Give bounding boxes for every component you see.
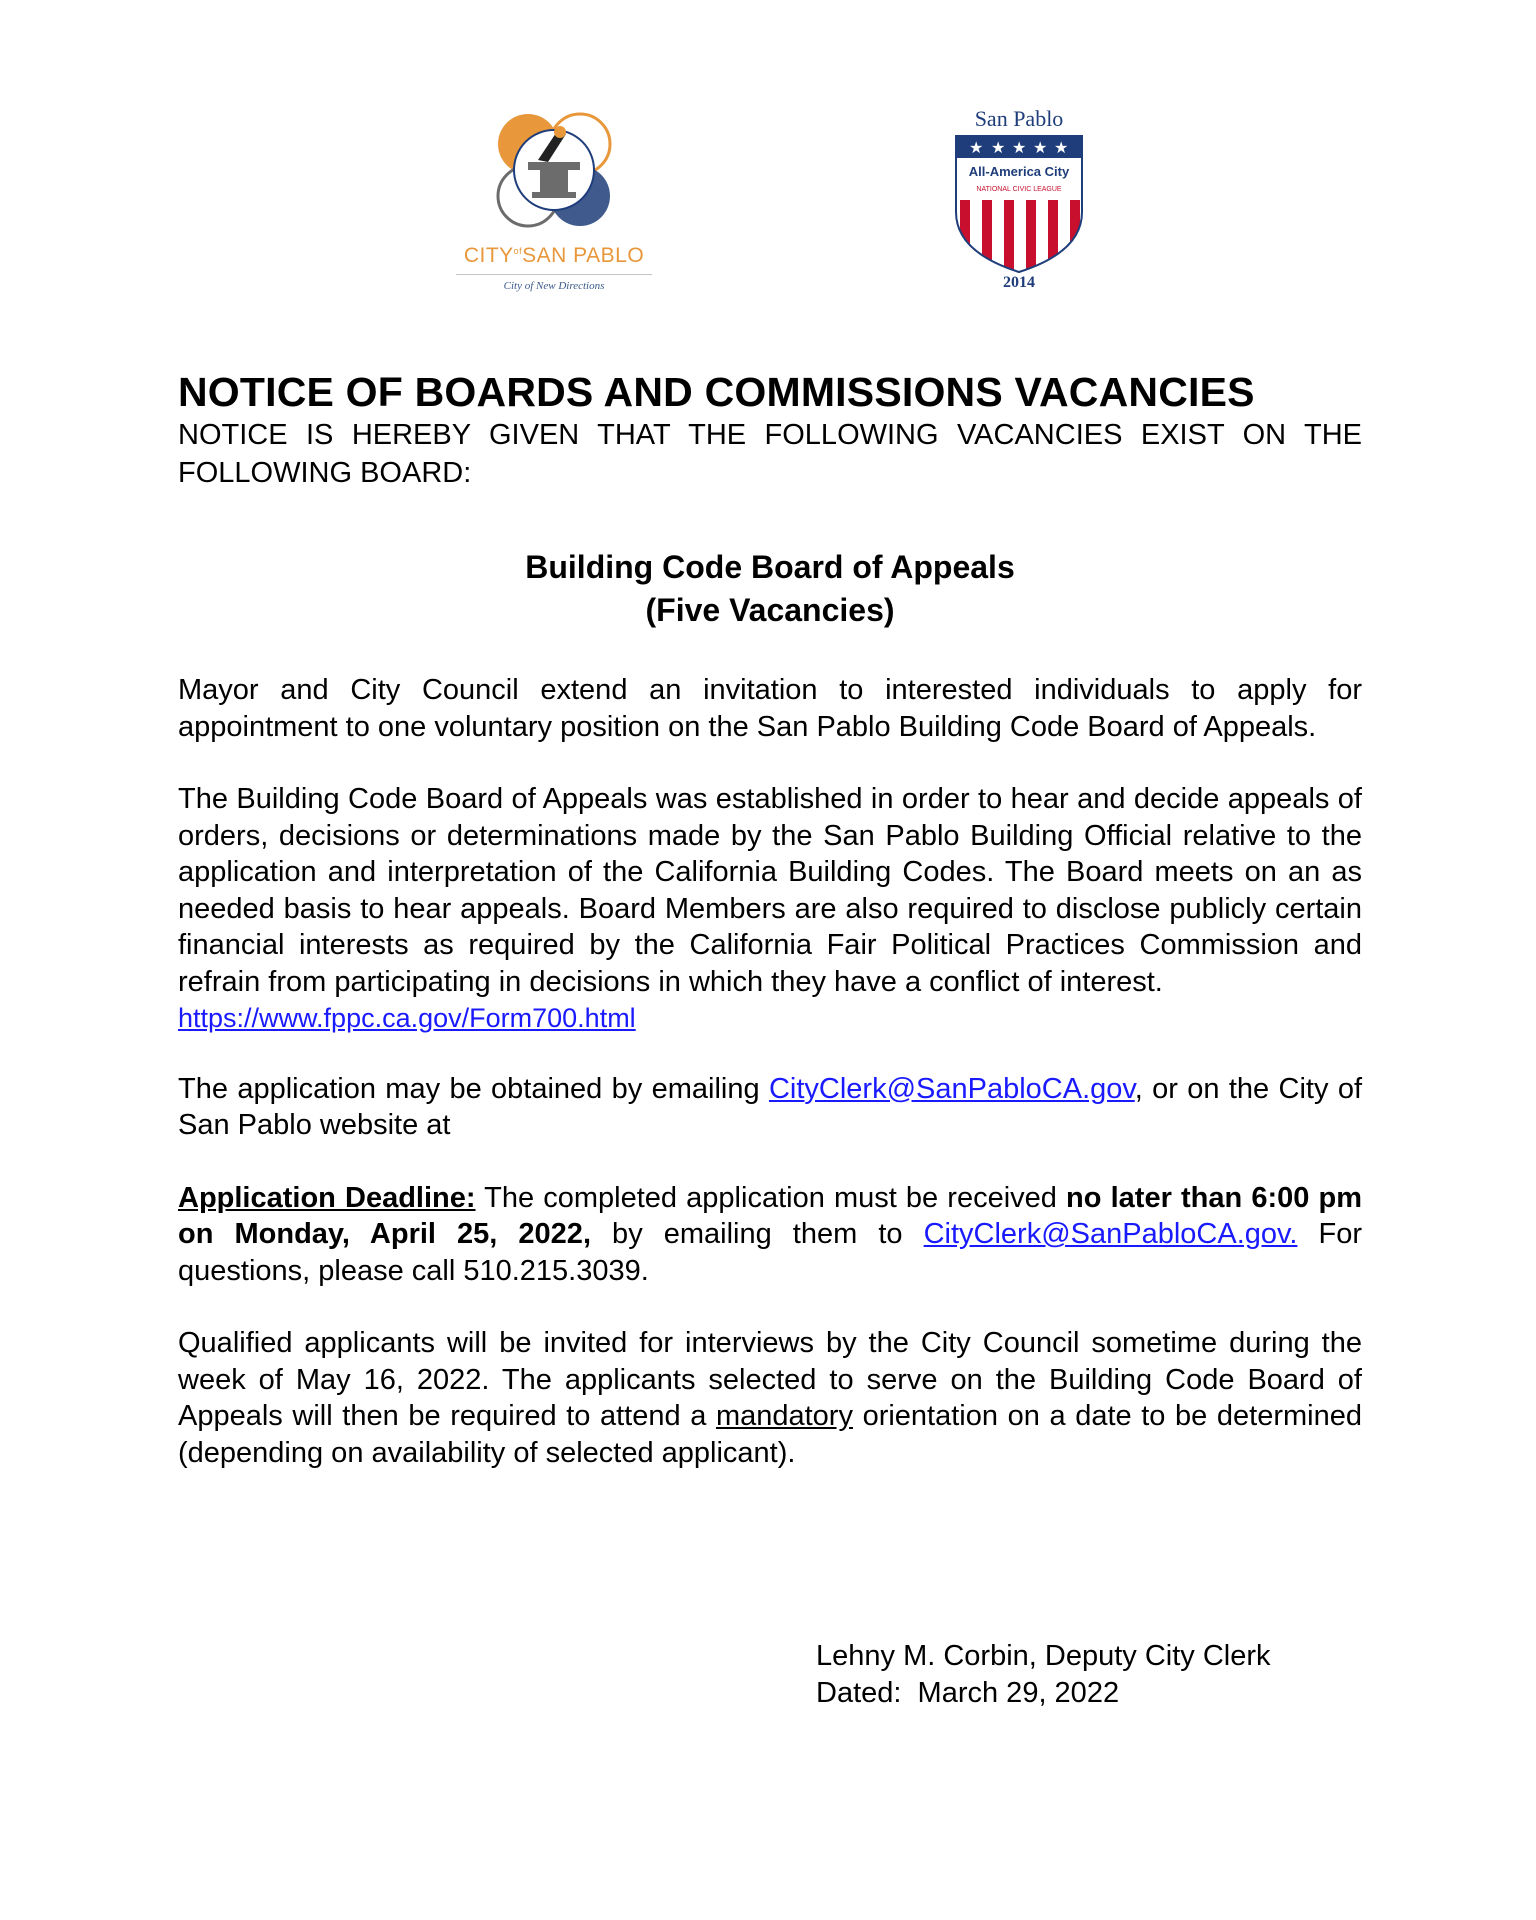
award-text: All-America City: [968, 164, 1070, 179]
star-icon: ★: [1054, 138, 1069, 157]
star-icon: ★: [991, 138, 1006, 157]
interviews-text-before: Qualified applicants will be invited for interviews by the City Council sometime during the week of May 16, 2022. The applicants selected to serve on the Building Code Board of Appeals will then be required to attend a: [178, 1327, 1362, 1432]
board-description-paragraph: [178, 781, 1362, 1037]
deadline-text: The completed application must be received: [475, 1181, 1067, 1214]
deadline-email-link[interactable]: CityClerk@SanPabloCA.gov.: [923, 1218, 1298, 1250]
divider: [456, 274, 652, 275]
award-subtext: NATIONAL CIVIC LEAGUE: [976, 186, 1062, 193]
award-top-text: San Pablo: [974, 106, 1064, 131]
board-name: Building Code Board of Appeals: [525, 549, 1015, 585]
interviews-paragraph: [178, 1325, 1362, 1471]
fppc-form700-link[interactable]: https://www.fppc.ca.gov/Form700.html: [178, 1003, 636, 1033]
city-seal-emblem-icon: [488, 104, 620, 236]
deadline-date: no later than 6:00 pm on Monday, April 25, 2022,: [178, 1181, 1362, 1250]
signature-block: [816, 1638, 1271, 1712]
board-heading: [178, 546, 1362, 632]
application-text-before: The application may be obtained by emailing: [178, 1072, 769, 1105]
star-icon: ★: [969, 138, 984, 157]
city-name: [448, 244, 660, 268]
questions-text: For questions, please call 510.215.3039.: [178, 1218, 1362, 1287]
city-clerk-email-link[interactable]: CityClerk@SanPabloCA.gov: [768, 1072, 1135, 1105]
city-tagline: City of New Directions: [503, 280, 605, 292]
deadline-paragraph: [178, 1180, 1362, 1290]
city-name-part1: CITY: [463, 244, 514, 267]
notice-title: NOTICE OF BOARDS AND COMMISSIONS VACANCIES: [178, 369, 1255, 415]
board-description-text: The Building Code Board of Appeals was established in order to hear and decide appeals of orders, decisions or determinations made by the San Pablo Building Official relative to the application and interpretation of the California Building Codes. The Board meets on an as needed basis to hear appeals. Board Members are also required to disclose publicly certain financial interests as required by the California Fair Political Practices Commission and refrain from participating in decisions in which they have a conflict of interest.: [178, 783, 1362, 998]
vacancies-count: (Five Vacancies): [645, 592, 895, 628]
application-paragraph: [178, 1071, 1362, 1144]
mandatory-word: mandatory: [715, 1400, 853, 1432]
notice-body: [178, 370, 1362, 1471]
city-of-san-pablo-logo: [448, 104, 660, 304]
star-icon: ★: [1033, 138, 1048, 157]
signature-date: Dated: March 29, 2022: [816, 1677, 1120, 1709]
application-text-after: , or on the City of San Pablo website at: [178, 1072, 1363, 1141]
deadline-text-after: by emailing them to: [591, 1218, 924, 1250]
interviews-text-after: orientation on a date to be determined (depending on availability of selected applicant).: [178, 1400, 1362, 1469]
city-name-of: of: [513, 246, 523, 256]
all-america-city-logo: [944, 106, 1094, 306]
signatory-name: Lehny M. Corbin, Deputy City Clerk: [816, 1640, 1271, 1672]
shield-icon: [954, 134, 1084, 274]
notice-intro: NOTICE IS HEREBY GIVEN THAT THE FOLLOWING VACANCIES EXIST ON THE FOLLOWING BOARD:: [178, 419, 1362, 489]
deadline-label: Application Deadline:: [178, 1181, 476, 1214]
star-icon: ★: [1012, 138, 1027, 157]
invitation-paragraph: Mayor and City Council extend an invitation to interested individuals to apply for appointment to one voluntary position on the San Pablo Building Code Board of Appeals.: [178, 674, 1362, 743]
city-name-part2: SAN PABLO: [522, 244, 645, 267]
award-year: 2014: [1003, 274, 1035, 291]
